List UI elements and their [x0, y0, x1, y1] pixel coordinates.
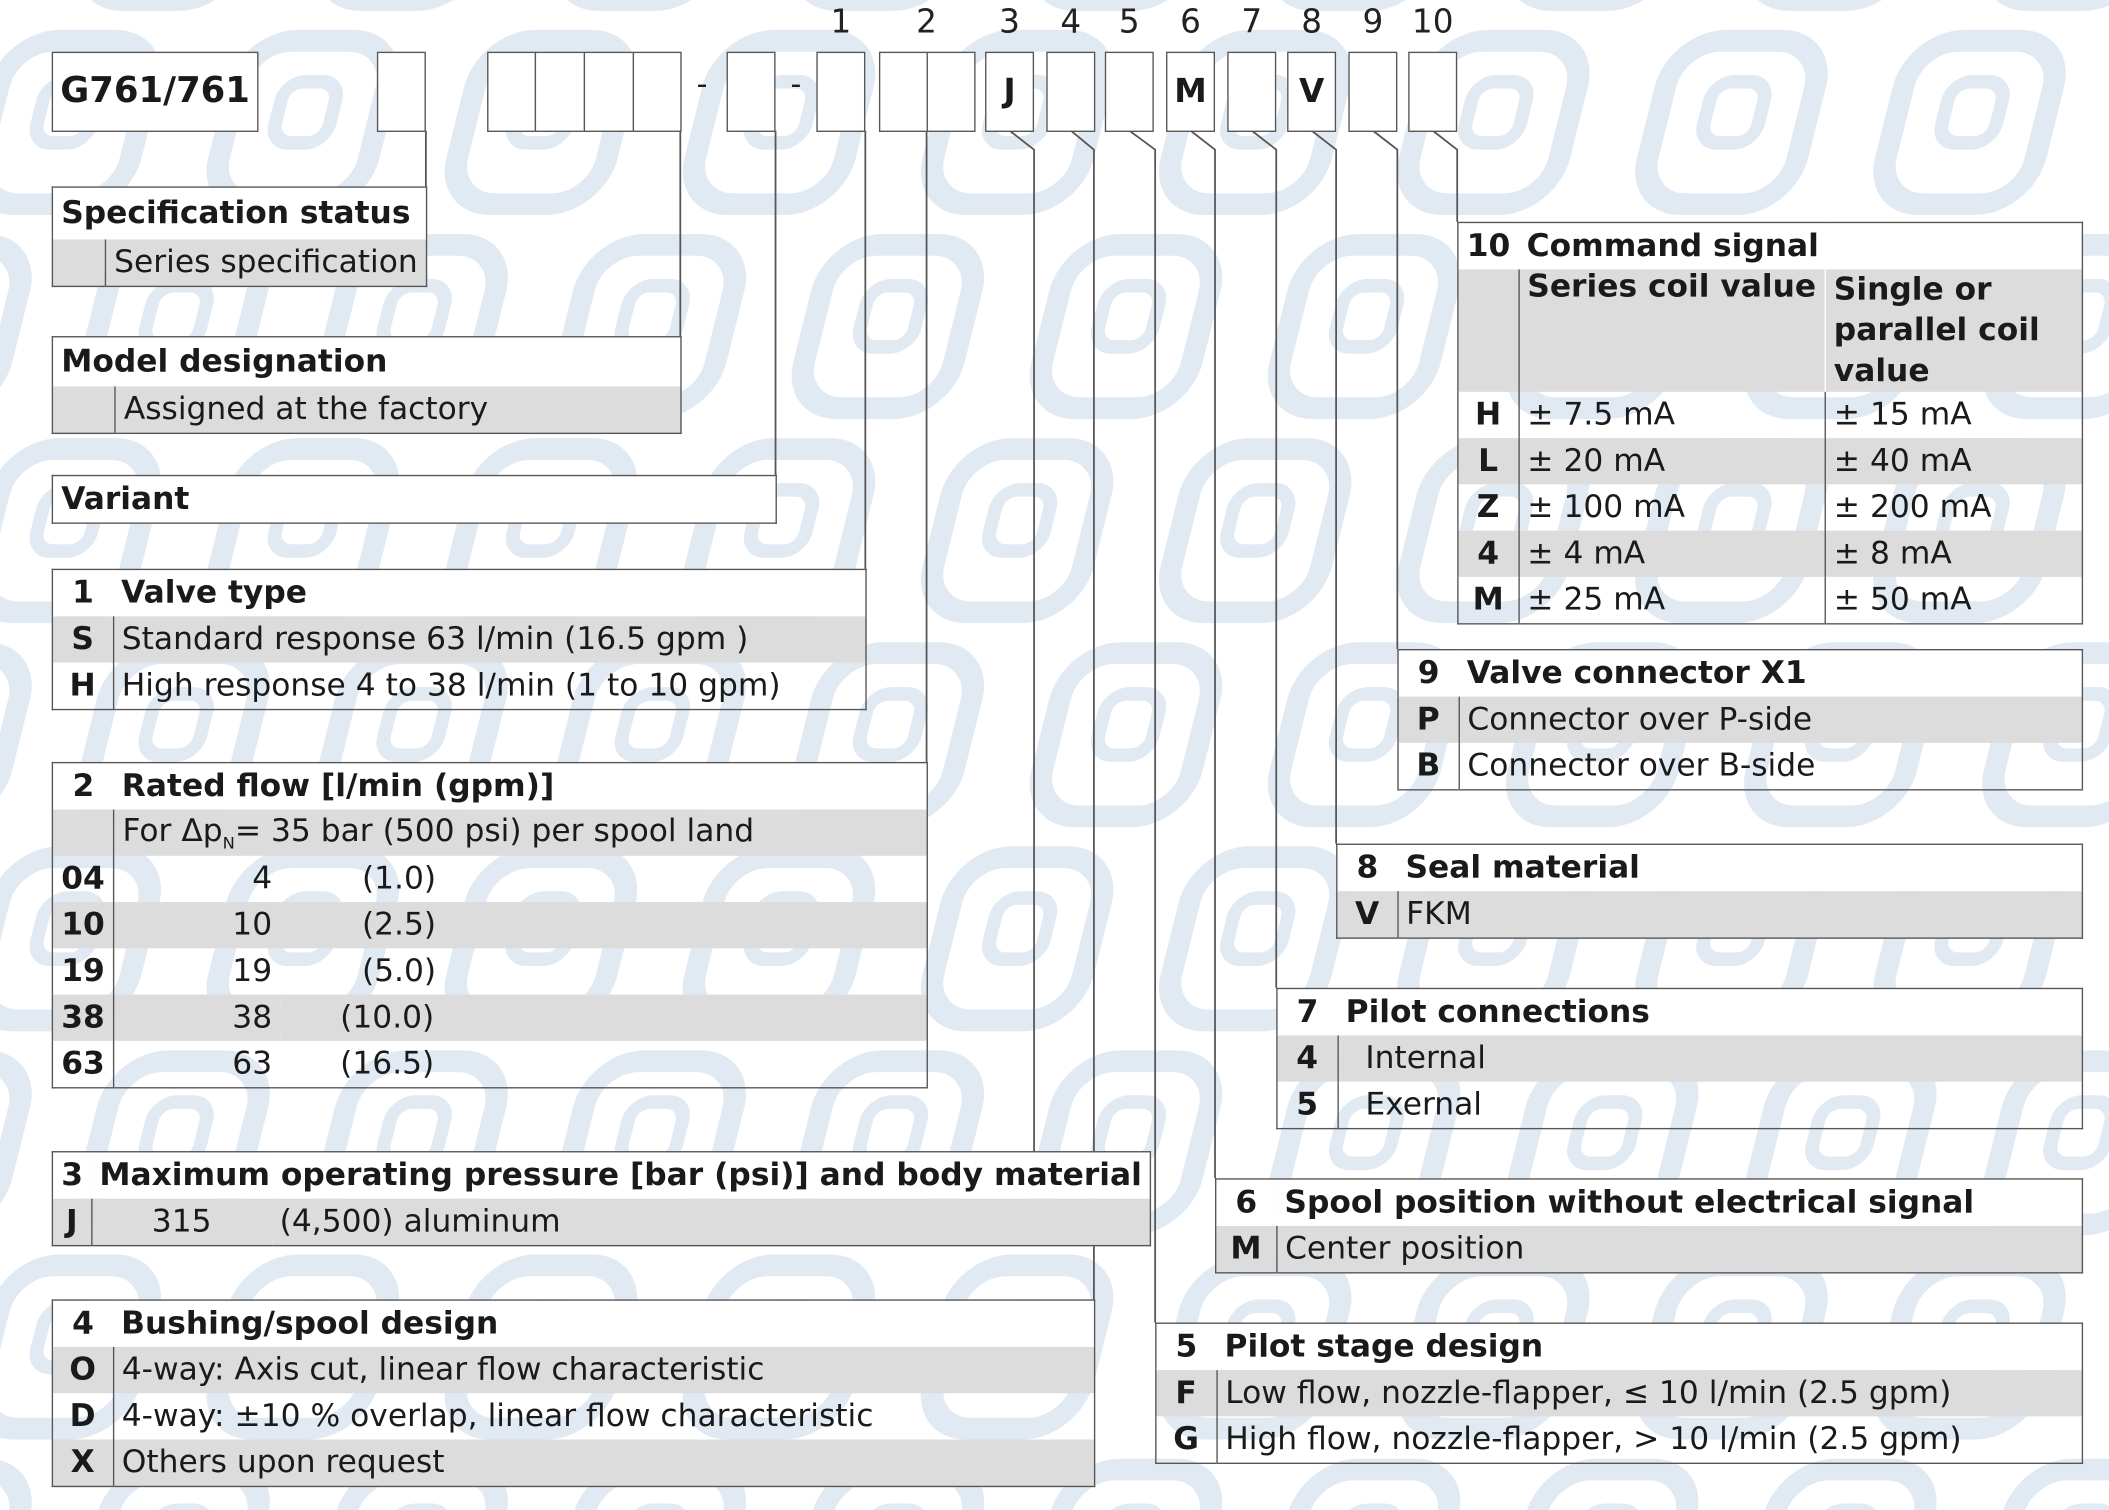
- bushing-text-x: Others upon request: [113, 1440, 1095, 1487]
- command-parallel-val: ± 200 mA: [1833, 489, 1992, 526]
- variant-table: [52, 475, 777, 524]
- connector-9: [1373, 131, 1397, 649]
- code-slot-7[interactable]: [1227, 52, 1276, 132]
- command-parallel-val: ± 15 mA: [1833, 397, 1972, 433]
- position-number-7: 7: [1241, 2, 1263, 41]
- position-number-8: 8: [1301, 2, 1323, 41]
- pilot-stage-title: Pilot stage design: [1216, 1323, 2082, 1370]
- max-pressure-code: J: [52, 1199, 91, 1246]
- seal-text-v: FKM: [1397, 891, 2082, 938]
- pilot-conn-text-5: Exernal: [1365, 1087, 1482, 1123]
- flow-lpm: 19: [232, 953, 273, 990]
- max-pressure-psi: (4,500) aluminum: [271, 1199, 1150, 1246]
- valve-connector-num: 9: [1398, 650, 1459, 697]
- flow-gpm: (1.0): [361, 861, 437, 897]
- code-slot-1[interactable]: [816, 52, 865, 132]
- rated-flow-note: For $\Delta p_N= 35$ bar (500 psi) per spool land: [114, 810, 928, 856]
- bushing-text-d: 4-way: ±10 % overlap, linear flow characteristic: [121, 1398, 874, 1435]
- code-slot-model-2[interactable]: [535, 52, 585, 132]
- seal-code-v: V: [1337, 891, 1398, 938]
- max-pressure-table: [52, 1151, 1152, 1246]
- command-series-val: ± 100 mA: [1518, 484, 1825, 530]
- position-number-4: 4: [1060, 2, 1082, 41]
- command-title: Command signal: [1518, 222, 2082, 269]
- connector-7: [1252, 131, 1276, 988]
- connector-4: [1071, 131, 1094, 1300]
- position-number-3: 3: [999, 2, 1020, 41]
- valve-type-table: [52, 569, 867, 711]
- model-designation-text: Assigned at the factory: [115, 386, 681, 433]
- flow-code: 04: [52, 856, 113, 902]
- model-code-box: G761/761: [52, 52, 259, 132]
- bushing-table: [52, 1299, 1096, 1487]
- command-parallel-val: ± 8 mA: [1825, 531, 2082, 577]
- pilot-stage-num: 5: [1156, 1323, 1217, 1370]
- rated-flow-num: 2: [52, 763, 113, 810]
- command-parallel-val: ± 50 mA: [1833, 582, 1972, 618]
- bushing-code-o: O: [52, 1347, 113, 1393]
- valve-connector-code-p: P: [1398, 697, 1459, 743]
- valve-type-text-h: High response 4 to 38 l/min (1 to 10 gpm): [121, 668, 781, 704]
- bushing-code-d: D: [52, 1393, 113, 1439]
- position-number-9: 9: [1362, 2, 1384, 41]
- seal-table: [1336, 844, 2083, 939]
- max-pressure-bar: 315: [91, 1199, 271, 1246]
- spool-position-code-m: M: [1216, 1226, 1277, 1273]
- connector-5: [1129, 131, 1155, 1323]
- command-num: 10: [1458, 222, 1519, 269]
- flow-gpm: (10.0): [280, 995, 927, 1041]
- connector-8: [1312, 131, 1336, 844]
- command-series-val: ± 7.5 mA: [1518, 392, 1825, 438]
- pilot-stage-code-f: F: [1156, 1370, 1217, 1416]
- code-slot-3[interactable]: J: [985, 52, 1034, 132]
- pilot-conn-num: 7: [1277, 988, 1338, 1035]
- model-designation-code: [52, 386, 115, 433]
- model-designation-table: [52, 336, 682, 434]
- pilot-conn-text-4: Internal: [1337, 1035, 2082, 1081]
- max-pressure-title: Maximum operating pressure [bar (psi)] and body material: [91, 1152, 1151, 1199]
- code-slot-spec-status[interactable]: [377, 52, 426, 132]
- valve-type-code-s: S: [52, 616, 113, 662]
- valve-type-text-s: Standard response 63 l/min (16.5 gpm ): [113, 616, 866, 662]
- command-code: Z: [1458, 484, 1519, 530]
- position-number-1: 1: [830, 2, 852, 41]
- pilot-connections-table: [1276, 988, 2083, 1130]
- code-slot-8[interactable]: V: [1287, 52, 1336, 132]
- spec-status-table: [52, 186, 428, 287]
- command-parallel-val: ± 40 mA: [1825, 438, 2082, 484]
- model-designation-title: Model designation: [52, 337, 681, 387]
- position-number-6: 6: [1180, 2, 1201, 41]
- code-slot-variant[interactable]: [727, 52, 776, 132]
- bushing-num: 4: [52, 1300, 113, 1347]
- flow-lpm: 4: [252, 861, 273, 897]
- bushing-code-x: X: [52, 1440, 113, 1487]
- flow-lpm: 38: [114, 995, 281, 1041]
- position-number-5: 5: [1118, 2, 1140, 41]
- flow-lpm: 63: [232, 1046, 273, 1082]
- flow-gpm: (16.5): [340, 1046, 435, 1082]
- valve-connector-code-b: B: [1398, 743, 1459, 790]
- code-slot-5[interactable]: [1105, 52, 1154, 132]
- code-slot-model-4[interactable]: [633, 52, 682, 132]
- code-slot-4[interactable]: [1046, 52, 1095, 132]
- flow-gpm: (2.5): [280, 902, 927, 948]
- position-number-10: 10: [1411, 2, 1454, 41]
- command-series-val: ± 4 mA: [1518, 531, 1825, 577]
- spool-position-table: [1215, 1178, 2083, 1273]
- command-code: 4: [1458, 531, 1519, 577]
- pilot-stage-text-f: Low flow, nozzle-flapper, ≤ 10 l/min (2.5 gpm): [1216, 1370, 2082, 1416]
- spool-position-num: 6: [1216, 1179, 1277, 1226]
- valve-type-num: 1: [52, 569, 113, 616]
- pilot-conn-code-4: 4: [1277, 1035, 1338, 1081]
- pilot-stage-table: [1155, 1323, 2083, 1465]
- code-slot-6[interactable]: M: [1166, 52, 1215, 132]
- command-col-parallel: Single or parallel coil value: [1825, 269, 2082, 391]
- code-slot-2b[interactable]: [927, 52, 976, 132]
- flow-code: 19: [52, 948, 113, 994]
- spec-status-code: [52, 239, 105, 286]
- variant-title: Variant: [52, 476, 776, 524]
- command-code: H: [1458, 392, 1519, 438]
- flow-lpm: 10: [114, 902, 281, 948]
- valve-type-code-h: H: [52, 663, 113, 710]
- pilot-stage-code-g: G: [1156, 1416, 1217, 1463]
- spool-position-text-m: Center position: [1276, 1226, 2082, 1273]
- code-slot-10[interactable]: [1408, 52, 1457, 132]
- code-slot-model-1[interactable]: [487, 52, 536, 132]
- flow-gpm: (5.0): [361, 953, 437, 990]
- valve-connector-text-b: Connector over B-side: [1467, 748, 1816, 784]
- command-col-series: Series coil value: [1518, 269, 1825, 391]
- spec-status-text: Series specification: [105, 239, 426, 286]
- bushing-text-o: 4-way: Axis cut, linear flow characteristic: [113, 1347, 1095, 1393]
- seal-title: Seal material: [1397, 844, 2082, 891]
- position-number-2: 2: [916, 2, 937, 41]
- pilot-stage-text-g: High flow, nozzle-flapper, > 10 l/min (2.5 gpm): [1225, 1421, 1962, 1458]
- valve-connector-title: Valve connector X1: [1459, 650, 2083, 697]
- seal-num: 8: [1337, 844, 1398, 891]
- valve-connector-table: [1397, 649, 2083, 791]
- command-signal-table: [1457, 222, 2083, 625]
- connector-6: [1191, 131, 1215, 1179]
- rated-flow-table: [52, 762, 928, 1089]
- pilot-conn-title: Pilot connections: [1337, 988, 2082, 1035]
- spool-position-title: Spool position without electrical signal: [1276, 1179, 2082, 1226]
- flow-code: 63: [52, 1041, 113, 1088]
- max-pressure-num: 3: [52, 1152, 91, 1199]
- flow-code: 10: [52, 902, 113, 948]
- flow-code: 38: [52, 995, 113, 1041]
- connector-3: [1010, 131, 1034, 1151]
- spec-status-title: Specification status: [52, 187, 426, 239]
- command-series-val: ± 25 mA: [1518, 577, 1825, 624]
- code-slot-2a[interactable]: [879, 52, 928, 132]
- connector-10: [1433, 131, 1457, 222]
- code-dash-2: -: [790, 68, 802, 103]
- command-code: L: [1458, 438, 1519, 484]
- bushing-title: Bushing/spool design: [113, 1300, 1095, 1347]
- code-dash-1: -: [696, 68, 708, 103]
- command-series-val: ± 20 mA: [1518, 438, 1825, 484]
- rated-flow-title: Rated flow [l/min (gpm)]: [114, 763, 928, 810]
- code-slot-9[interactable]: [1348, 52, 1397, 132]
- valve-connector-text-p: Connector over P-side: [1459, 697, 2083, 743]
- command-code: M: [1458, 577, 1519, 624]
- valve-type-title: Valve type: [113, 569, 866, 616]
- pilot-conn-code-5: 5: [1277, 1082, 1338, 1129]
- code-slot-model-3[interactable]: [584, 52, 634, 132]
